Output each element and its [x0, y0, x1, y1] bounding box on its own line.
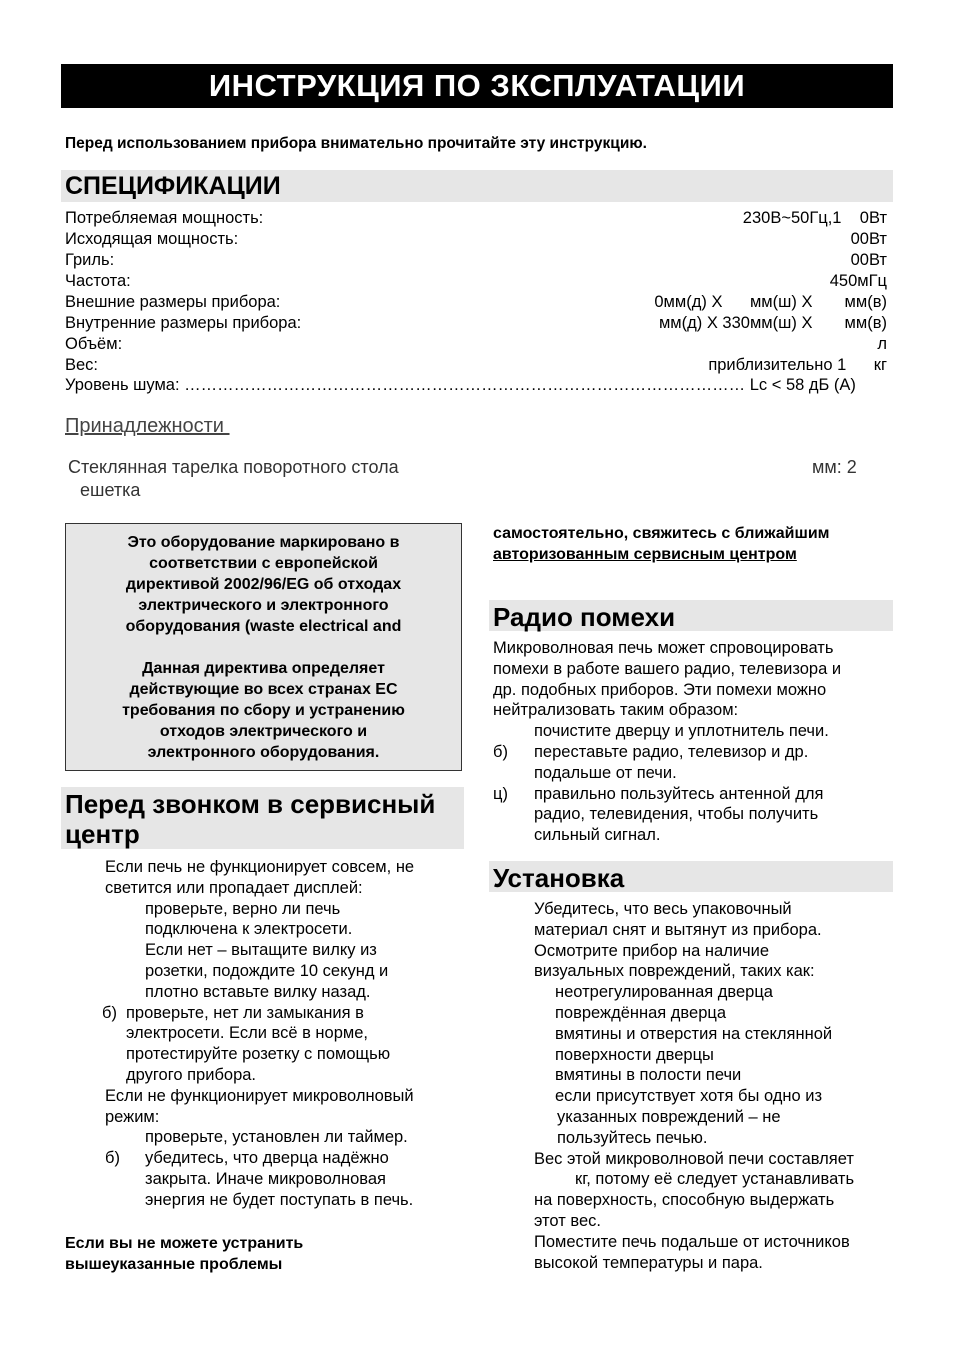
accessory-item-rack: ешетка [80, 480, 141, 500]
weee-paragraph-2 [80, 658, 447, 763]
weee-notice-box [65, 523, 462, 771]
service-line: проверьте, установлен ли таймер. [145, 1128, 408, 1147]
service-line: электросети. Если всё в норме, [126, 1024, 369, 1043]
service-line: Если не функционирует микроволновый [105, 1086, 414, 1105]
spec-label: Исходящая мощность: [65, 230, 239, 248]
accessory-plate-size: мм: 2 [812, 457, 857, 477]
install-line: Поместите печь подальше от источников [534, 1232, 850, 1251]
service-line: другого прибора. [126, 1065, 257, 1084]
weee-line: соответствии с европейской [149, 555, 378, 572]
weee-line: действующие во всех странах ЕС [129, 681, 398, 698]
spec-label: Объём: [65, 335, 123, 353]
spec-value: 0мм(д) Х мм(ш) Х мм(в) [654, 293, 887, 311]
radio-line: почистите дверцу и уплотнитель печи. [534, 722, 829, 741]
spec-row [65, 250, 887, 271]
service-line: проверьте, верно ли печь [145, 899, 341, 918]
install-line: кг, потому её следует устанавливать [575, 1170, 855, 1189]
list-marker: ц) [493, 784, 508, 803]
service-heading-line: Перед звонком в сервисный [65, 789, 436, 819]
intro-text: Перед использованием прибора внимательно прочитайте эту инструкцию. [65, 135, 647, 152]
service-line: светится или пропадает дисплей: [105, 878, 363, 897]
spec-label: Гриль: [65, 251, 115, 269]
spec-label: Частота: [65, 272, 131, 290]
install-line: Убедитесь, что весь упаковочный [534, 900, 792, 918]
radio-line: др. подобных приборов. Эти помехи можно [493, 680, 827, 699]
spec-label: Вес: [65, 356, 99, 374]
radio-line: переставьте радио, телевизор и др. [534, 742, 809, 761]
install-line: этот вес. [534, 1211, 601, 1230]
contact-line-underlined: авторизованным сервисным центром [493, 546, 797, 563]
install-line: вмятины в полости печи [555, 1066, 742, 1085]
service-line: энергия не будет поступать в печь. [145, 1190, 414, 1209]
radio-list-item [493, 784, 841, 805]
spec-value: 450мГц [829, 272, 887, 290]
weee-paragraph-1 [80, 532, 447, 637]
install-line: вмятины и отверстия на стеклянной [555, 1024, 833, 1043]
install-line: на поверхность, способную выдержать [534, 1191, 835, 1210]
weee-line: Данная директива определяет [142, 660, 385, 677]
service-line: плотно вставьте вилку назад. [145, 982, 371, 1001]
install-line: Вес этой микроволновой печи составляет [534, 1149, 854, 1168]
service-footer-text [65, 1233, 303, 1275]
spec-row [65, 313, 887, 334]
spec-row [65, 292, 887, 313]
install-line: указанных повреждений – не [557, 1107, 781, 1126]
radio-line: Микроволновая печь может спровоцировать [493, 639, 834, 657]
install-line: поверхности дверцы [555, 1045, 714, 1064]
install-line: визуальных повреждений, таких как: [534, 962, 815, 981]
service-foot-line: Если вы не можете устранить [65, 1235, 304, 1252]
radio-line: сильный сигнал. [534, 826, 661, 845]
service-line: режим: [105, 1107, 160, 1126]
radio-line: нейтрализовать таким образом: [493, 701, 739, 720]
specs-heading: СПЕЦИФИКАЦИИ [61, 170, 893, 202]
contact-service-text [493, 523, 830, 565]
service-heading-line: центр [65, 819, 140, 849]
service-line: розетки, подождите 10 секунд и [145, 961, 389, 980]
install-line: пользуйтесь печью. [557, 1128, 708, 1147]
radio-line: радио, телевидения, чтобы получить [534, 805, 819, 824]
install-heading: Установка [489, 861, 893, 892]
contact-line: самостоятельно, свяжитесь с ближайшим [493, 525, 830, 542]
spec-row [65, 334, 887, 355]
weee-line: отходов электрического и [159, 723, 368, 740]
list-marker: б) [102, 1003, 117, 1022]
service-line: убедитесь, что дверца надёжно [145, 1149, 389, 1168]
page-title: ИНСТРУКЦИЯ ПО ЗКСПЛУАТАЦИИ [61, 64, 893, 108]
spec-value: 00Вт [850, 230, 887, 248]
accessories-heading: Принадлежности [65, 415, 230, 437]
install-line: неотрегулированная дверца [555, 983, 773, 1002]
spec-label: Потребляемая мощность: [65, 209, 264, 227]
radio-heading: Радио помехи [489, 600, 893, 631]
service-heading [61, 787, 464, 849]
install-line: Осмотрите прибор на наличие [534, 941, 770, 960]
weee-line: требования по сбору и устранению [122, 702, 405, 719]
list-marker: б) [493, 742, 508, 761]
radio-body [493, 638, 841, 846]
spec-value: мм(д) Х 330мм(ш) Х мм(в) [658, 314, 887, 332]
spec-label: Внутренние размеры прибора: [65, 314, 302, 332]
install-line: высокой температуры и пара. [534, 1253, 763, 1272]
spec-value: 00Вт [850, 251, 887, 269]
service-line: протестируйте розетку с помощью [126, 1045, 391, 1064]
list-marker: б) [105, 1149, 120, 1168]
radio-line: правильно пользуйтесь антенной для [534, 784, 824, 803]
service-line: Если печь не функционирует совсем, не [105, 858, 415, 876]
service-line: подключена к электросети. [145, 920, 353, 939]
spec-row [65, 271, 887, 292]
spec-value: л [877, 335, 887, 353]
service-list-item [105, 1148, 414, 1169]
install-line: если присутствует хотя бы одно из [555, 1087, 823, 1106]
radio-line: помехи в работе вашего радио, телевизора и [493, 659, 842, 678]
service-line: закрыта. Иначе микроволновая [145, 1169, 386, 1188]
weee-line: электронного оборудования. [147, 744, 380, 761]
service-body [102, 857, 415, 1211]
service-line: Если нет – вытащите вилку из [145, 941, 377, 960]
service-line: проверьте, нет ли замыкания в [126, 1003, 364, 1022]
spec-row [65, 208, 887, 229]
spec-value: 230В~50Гц,1 0Вт [742, 209, 887, 227]
weee-line: Это оборудование маркировано в [127, 534, 400, 551]
install-body [534, 899, 854, 1273]
spec-row [65, 229, 887, 250]
weee-line: электрического и электронного [138, 597, 389, 614]
weee-line: директивой 2002/96/EG об отходах [125, 576, 402, 593]
accessory-item-plate: Стеклянная тарелка поворотного стола [68, 457, 399, 477]
service-foot-line: вышеуказанные проблемы [65, 1256, 283, 1273]
service-list-item [102, 1003, 414, 1024]
install-line: повреждённая дверца [555, 1003, 726, 1022]
weee-line: оборудования (waste electrical and [125, 618, 402, 635]
radio-line: подальше от печи. [534, 763, 677, 782]
spec-label: Внешние размеры прибора: [65, 293, 281, 311]
spec-value: приблизительно 1 кг [708, 356, 887, 374]
spec-noise-row: Уровень шума: ………………………………………………………………………………………… Lc < 58 дБ (А) [65, 376, 856, 394]
install-line: материал снят и вытянут из прибора. [534, 920, 822, 939]
spec-row [65, 355, 887, 376]
radio-list-item [493, 742, 841, 763]
